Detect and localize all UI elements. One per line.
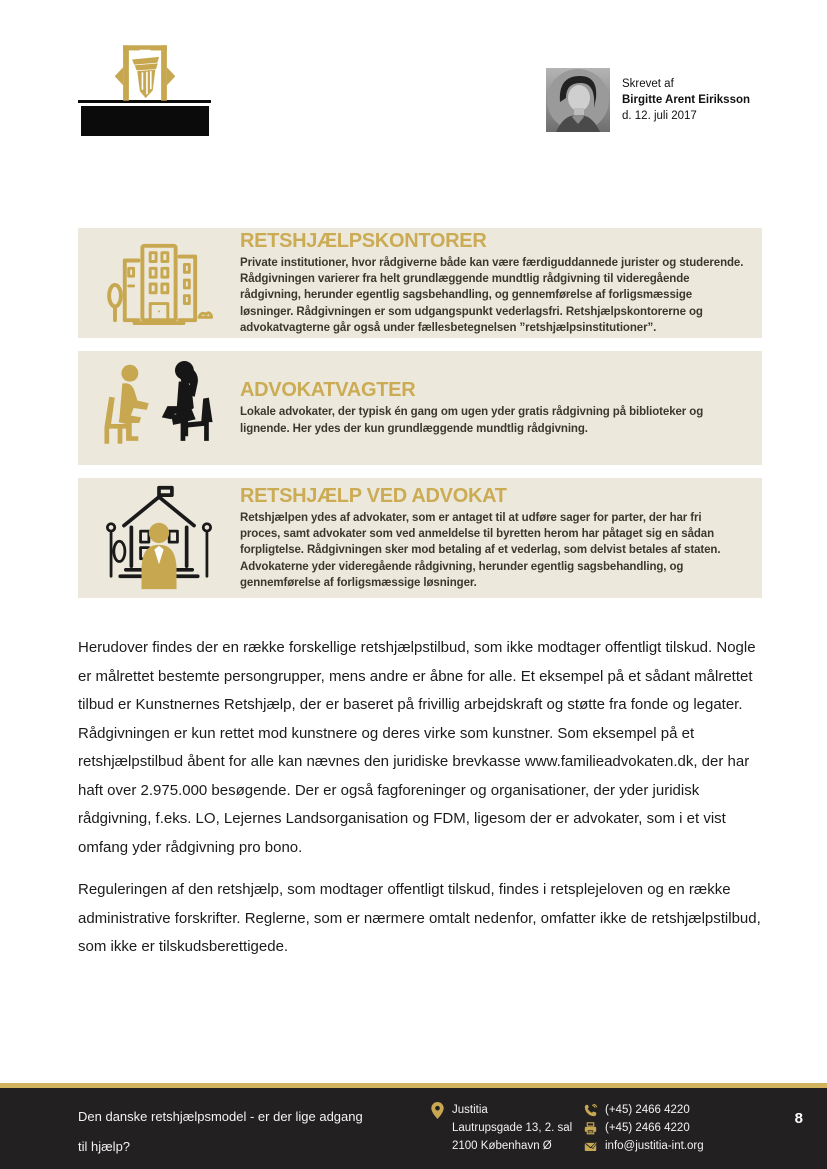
infobox-advokatvagter xyxy=(78,351,762,465)
footer-title-line1: Den danske retshjælpsmodel - er der lige adgang xyxy=(78,1109,363,1124)
logo-wordmark-bar xyxy=(81,106,209,136)
infobox-title: ADVOKATVAGTER xyxy=(240,379,416,402)
footer-document-title xyxy=(78,1102,363,1162)
author-date: d. 12. juli 2017 xyxy=(622,110,697,122)
author-photo xyxy=(546,68,610,132)
author-byline xyxy=(546,68,750,132)
body-paragraph-2: Reguleringen af den retshjælp, som modtager offentligt tilskud, findes i retsplejeloven og en række administrative forskrifter. Reglerne, som er nærmere omtalt nedenfor, omfatter ikke de retshjælpstilbud, som ikke er tilskudsberettigede. xyxy=(78,881,761,955)
seated-people-icon xyxy=(78,361,240,455)
contact-fax xyxy=(584,1119,704,1137)
infobox-retshjaelpskontorer xyxy=(78,228,762,338)
footer-title-line2: til hjælp? xyxy=(78,1139,131,1154)
page-number: 8 xyxy=(794,1110,803,1127)
footer-city: 2100 København Ø xyxy=(452,1140,552,1152)
page-footer xyxy=(0,1083,827,1169)
justitia-logo xyxy=(78,44,211,136)
author-prefix: Skrevet af xyxy=(622,78,674,90)
infobox-text: Private institutioner, hvor rådgiverne både kan være færdiguddannede jurister og studerende. Rådgivningen varierer fra helt grundlæggende mundtlig rådgivning til videregående rådgivning, herunder egentlig sagsbehandling, og gennemførelse af forligsmæssige løsninger. Rådgivningen er som udgangspunkt vederlagsfri. Retshjælpskontorerne og advokatvagterne går også under fællesbetegnelsen ”retshjælpsinstitutioner”. xyxy=(240,257,744,334)
phone-icon xyxy=(584,1104,599,1117)
footer-street: Lautrupsgade 13, 2. sal xyxy=(452,1122,573,1134)
fax-icon xyxy=(584,1122,599,1135)
infobox-content xyxy=(240,485,762,590)
infobox-content xyxy=(240,379,762,436)
contact-email-value: info@justitia-int.org xyxy=(605,1140,704,1152)
contact-email xyxy=(584,1137,704,1155)
infobox-title: RETSHJÆLP VED ADVOKAT xyxy=(240,485,507,508)
author-meta xyxy=(622,68,750,132)
footer-org-name: Justitia xyxy=(452,1104,488,1116)
logo-rule xyxy=(78,100,211,103)
courthouse-person-icon xyxy=(78,485,240,591)
contact-phone-value: (+45) 2466 4220 xyxy=(605,1104,690,1116)
contact-phone xyxy=(584,1101,704,1119)
infobox-text: Lokale advokater, der typisk én gang om ugen yder gratis rådgivning på biblioteker og lignende. Her ydes der kun grundlæggende mundtlig rådgivning. xyxy=(240,406,704,435)
infobox-retshjaelp-ved-advokat xyxy=(78,478,762,598)
buildings-icon xyxy=(78,239,240,327)
email-icon xyxy=(584,1140,599,1153)
infobox-text: Retshjælpen ydes af advokater, som er antaget til at udføre sager for parter, der har fri proces, samt advokater som ved anmeldelse til byretten herom har påtaget sig en sådan forpligtelse. Rådgivningen sker mod betaling af et vederlag, som delvist betales af staten. Advokaterne yder videregående rådgivning, herunder egentlig sagsbehandling, og gennemførelse af forligsmæssige løsninger. xyxy=(240,512,721,589)
justitia-column-icon xyxy=(112,44,178,102)
infobox-content xyxy=(240,230,762,335)
author-name: Birgitte Arent Eiriksson xyxy=(622,94,751,106)
infobox-title: RETSHJÆLPSKONTORER xyxy=(240,230,487,253)
location-pin-icon xyxy=(431,1102,444,1124)
footer-address xyxy=(452,1101,572,1155)
body-paragraph-1: Herudover findes der en række forskellige retshjælpstilbud, som ikke modtager offentligt tilskud. Nogle er målrettet bestemte persongrupper, mens andre er åbne for alle. Et eksempel på et sådant målrettet tilbud er Kunstnernes Retshjælp, der er baseret på frivillig arbejdskraft og støtte fra fonde og legater. Rådgivningen er kun rettet mod kunstnere og deres virke som kunstner. Som eksempel på et retshjælpstilbud åbent for alle kan nævnes den juridiske brevkasse www.familieadvokaten.dk, der har haft over 2.975.000 besøgende. Der er også fagforeninger og organisationer, der yder juridisk rådgivning, f.eks. LO, Lejernes Landsorganisation og FDM, ligesom der er advokater, som i et vist omfang yder rådgivning pro bono. xyxy=(78,639,756,856)
contact-fax-value: (+45) 2466 4220 xyxy=(605,1122,690,1134)
footer-contacts xyxy=(584,1101,704,1155)
